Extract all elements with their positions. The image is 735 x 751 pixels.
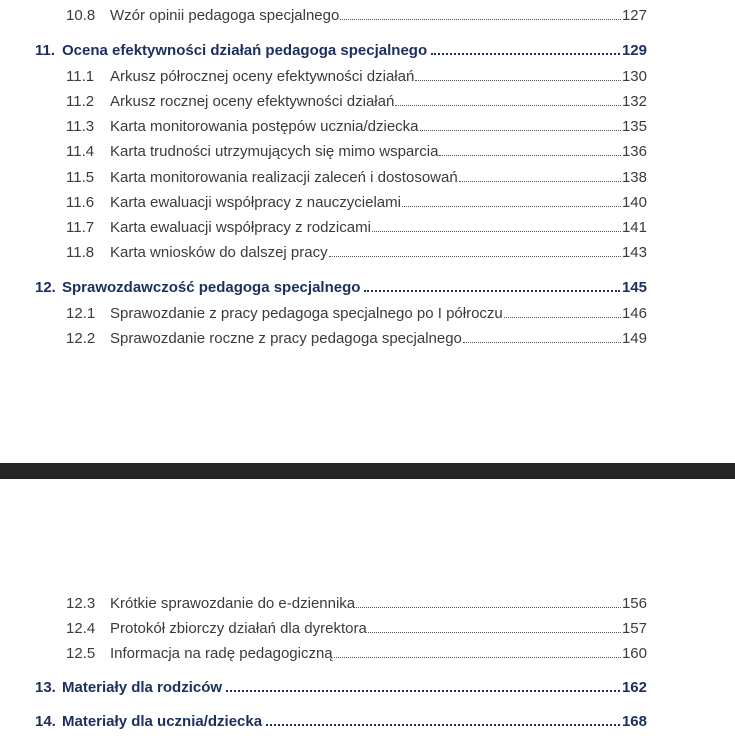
toc-entry-number: 10.8: [66, 7, 96, 24]
toc-section-heading[interactable]: [35, 709, 647, 735]
toc-entry-title: Karta monitorowania realizacji zaleceń i dostosowań: [110, 169, 458, 186]
toc-entry-title: Krótkie sprawozdanie do e-dziennika: [110, 595, 356, 612]
toc-entry-title: Sprawozdanie z pracy pedagoga specjalnego po I półroczu: [110, 305, 503, 322]
dot-leader: [334, 657, 621, 658]
toc-entry-title: Arkusz półrocznej oceny efektywności działań: [110, 68, 415, 85]
toc-entry-title: Karta ewaluacji współpracy z nauczycielami: [110, 194, 401, 211]
dot-leader: [415, 80, 621, 81]
toc-section-page: 145: [621, 279, 647, 296]
toc-entry-page: 149: [621, 330, 647, 347]
toc-entry-page: 141: [621, 219, 647, 236]
toc-section-number: 12.: [35, 279, 56, 296]
toc-entry-number: 11.6: [66, 194, 95, 211]
toc-entry-title: Karta trudności utrzymujących się mimo wsparcia: [110, 143, 439, 160]
toc-entry-title: Informacja na radę pedagogiczną: [110, 645, 333, 662]
toc-section-title: Ocena efektywności działań pedagoga specjalnego: [62, 42, 428, 59]
toc-entry-title: Wzór opinii pedagoga specjalnego: [110, 7, 340, 24]
toc-entry-title: Protokół zbiorczy działań dla dyrektora: [110, 620, 367, 637]
toc-entry[interactable]: [66, 140, 647, 164]
toc-entry-page: 140: [621, 194, 647, 211]
toc-entry-title: Karta monitorowania postępów ucznia/dziecka: [110, 118, 419, 135]
toc-entry-number: 11.8: [66, 244, 95, 261]
toc-entry-page: 156: [621, 595, 647, 612]
toc-entry[interactable]: [66, 4, 647, 28]
toc-entry-page: 146: [621, 305, 647, 322]
toc-section-title: Materiały dla ucznia/dziecka: [62, 713, 263, 730]
dot-leader: [356, 607, 621, 608]
toc-page-lower: [0, 479, 735, 751]
toc-entry-title: Sprawozdanie roczne z pracy pedagoga specjalnego: [110, 330, 462, 347]
toc-entry-number: 12.1: [66, 305, 96, 322]
toc-section-page: 168: [621, 713, 647, 730]
toc-entry-page: 127: [621, 7, 647, 24]
toc-entry[interactable]: [66, 191, 647, 215]
toc-section-heading[interactable]: [35, 38, 647, 64]
toc-section-number: 13.: [35, 679, 56, 696]
dot-leader: [372, 231, 621, 232]
toc-entry[interactable]: [66, 115, 647, 139]
toc-entry[interactable]: [66, 216, 647, 240]
dot-leader: [420, 130, 621, 131]
toc-entry-title: Karta ewaluacji współpracy z rodzicami: [110, 219, 371, 236]
toc-section-heading[interactable]: [35, 675, 647, 701]
dot-leader: [368, 632, 621, 633]
toc-section-heading[interactable]: [35, 275, 647, 301]
toc-entry[interactable]: [66, 642, 647, 666]
dot-leader: [463, 342, 621, 343]
toc-entry-number: 11.2: [66, 93, 95, 110]
toc-entry-title: Arkusz rocznej oceny efektywności działań: [110, 93, 395, 110]
toc-entry-number: 11.4: [66, 143, 95, 160]
dot-leader: [459, 181, 621, 182]
dot-leader: [364, 290, 620, 292]
toc-section-number: 14.: [35, 713, 56, 730]
toc-entry[interactable]: [66, 65, 647, 89]
dot-leader: [439, 155, 621, 156]
toc-entry-page: 130: [621, 68, 647, 85]
toc-entry-number: 12.3: [66, 595, 96, 612]
dot-leader: [329, 256, 621, 257]
toc-section-number: 11.: [35, 42, 56, 59]
toc-entry-number: 11.7: [66, 219, 95, 236]
toc-entry-title: Karta wniosków do dalszej pracy: [110, 244, 328, 261]
toc-entry-page: 132: [621, 93, 647, 110]
toc-entry-page: 138: [621, 169, 647, 186]
toc-entry[interactable]: [66, 592, 647, 616]
toc-entry-number: 11.1: [66, 68, 95, 85]
toc-entry-page: 136: [621, 143, 647, 160]
page-divider: [0, 463, 735, 479]
toc-section-page: 162: [621, 679, 647, 696]
toc-entry-page: 143: [621, 244, 647, 261]
toc-entry[interactable]: [66, 302, 647, 326]
toc-section-title: Sprawozdawczość pedagoga specjalnego: [62, 279, 361, 296]
dot-leader: [395, 105, 621, 106]
dot-leader: [226, 690, 620, 692]
dot-leader: [266, 724, 620, 726]
dot-leader: [402, 206, 621, 207]
toc-entry[interactable]: [66, 241, 647, 265]
toc-entry[interactable]: [66, 90, 647, 114]
toc-entry[interactable]: [66, 327, 647, 351]
toc-entry[interactable]: [66, 617, 647, 641]
toc-entry-number: 11.3: [66, 118, 95, 135]
dot-leader: [504, 317, 621, 318]
toc-entry-number: 12.5: [66, 645, 96, 662]
toc-entry-page: 157: [621, 620, 647, 637]
dot-leader: [340, 19, 621, 20]
toc-entry-number: 12.2: [66, 330, 96, 347]
toc-entry-page: 160: [621, 645, 647, 662]
toc-entry-number: 12.4: [66, 620, 96, 637]
toc-section-page: 129: [621, 42, 647, 59]
toc-entry[interactable]: [66, 166, 647, 190]
dot-leader: [431, 53, 620, 55]
toc-section-title: Materiały dla rodziców: [62, 679, 223, 696]
toc-entry-number: 11.5: [66, 169, 95, 186]
toc-entry-page: 135: [621, 118, 647, 135]
